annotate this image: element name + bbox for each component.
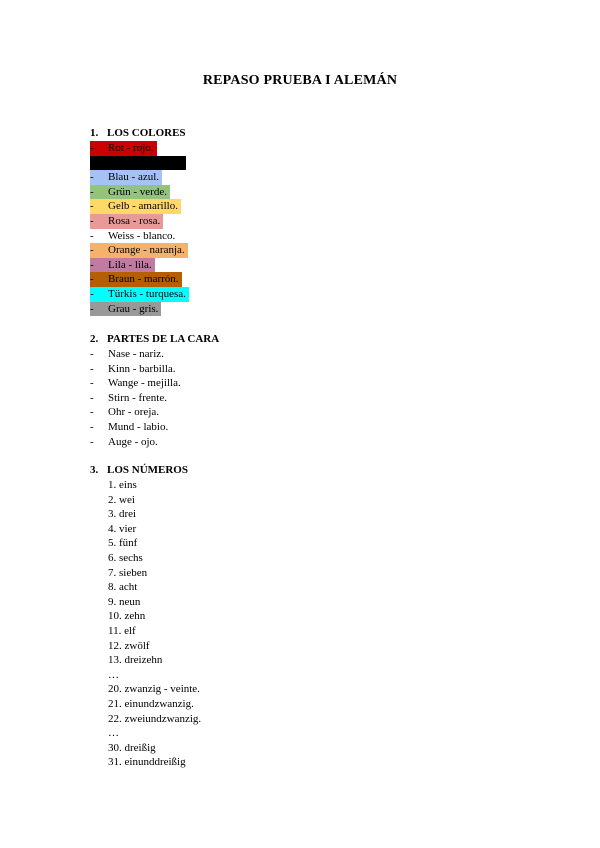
bullet-dash: - [90, 229, 94, 242]
bullet-dash: - [90, 200, 94, 213]
face-part-label: Auge - ojo. [108, 435, 158, 448]
list-item [90, 391, 219, 406]
section-title: LOS COLORES [107, 127, 186, 139]
list-item [90, 185, 189, 200]
section-heading [90, 126, 189, 141]
list-item [90, 258, 189, 273]
number-item: … [108, 727, 119, 740]
color-highlight [90, 170, 162, 185]
color-label: Grau - gris. [108, 302, 159, 315]
number-item: 21. einundzwanzig. [108, 697, 194, 710]
list-item [90, 347, 219, 362]
bullet-dash: - [90, 258, 94, 271]
number-item: 7. sieben [108, 566, 148, 579]
face-part-label: Wange - mejilla. [108, 377, 181, 390]
bullet-dash: - [90, 142, 94, 154]
section-title: LOS NÚMEROS [107, 464, 188, 476]
number-item: 6. sechs [108, 551, 143, 564]
number-item: 4. vier [108, 522, 137, 535]
number-item: 1. eins [108, 479, 137, 491]
list-item [90, 435, 219, 450]
list-item [90, 141, 189, 156]
document-title: REPASO PRUEBA I ALEMÁN [202, 73, 398, 88]
color-highlight [90, 243, 188, 258]
section-title: PARTES DE LA CARA [107, 333, 220, 345]
number-item: 12. zwölf [108, 639, 150, 652]
color-highlight [90, 214, 163, 229]
list-item [90, 156, 189, 171]
list-item [90, 362, 219, 377]
color-label: Gelb - amarillo. [108, 200, 178, 213]
color-label: Orange - naranja. [108, 244, 185, 257]
list-item [90, 376, 219, 391]
section-number: 2. [90, 333, 99, 345]
bullet-dash: - [90, 273, 94, 286]
number-item: 2. wei [108, 493, 135, 506]
color-label: Türkis - turquesa. [108, 287, 186, 300]
color-highlight [90, 199, 181, 214]
number-item: 20. zwanzig - veinte. [108, 683, 200, 696]
bullet-dash: - [90, 377, 94, 390]
number-item: … [108, 668, 119, 681]
number-item: 11. elf [108, 624, 136, 637]
list-item [90, 199, 189, 214]
face-part-label: Ohr - oreja. [108, 406, 160, 419]
number-item: 30. dreißig [108, 741, 156, 754]
face-part-label: Mund - labio. [108, 420, 169, 433]
color-highlight [90, 287, 189, 302]
color-highlight [90, 156, 186, 171]
bullet-dash: - [90, 362, 94, 375]
color-label: Rosa - rosa. [108, 214, 161, 227]
number-item: 10. zehn [108, 610, 146, 623]
color-label: Weiss - blanco. [108, 229, 176, 242]
list-item [90, 214, 189, 229]
bullet-dash: - [90, 287, 94, 300]
color-label: Schwarz - negro. [108, 156, 183, 169]
face-part-label: Stirn - frente. [108, 391, 167, 404]
section-heading [90, 332, 219, 347]
color-label: Grün - verde. [108, 185, 167, 198]
numeros-list [90, 478, 201, 770]
bullet-dash: - [90, 406, 94, 419]
bullet-dash: - [90, 348, 94, 360]
face-part-label: Kinn - barbilla. [108, 362, 176, 375]
number-item: 31. einunddreißig [108, 756, 186, 769]
number-item: 3. drei [108, 508, 137, 521]
list-item [90, 243, 189, 258]
number-item: 8. acht [108, 581, 138, 594]
face-part-label: Nase - nariz. [108, 348, 164, 360]
section-numeros [90, 463, 201, 770]
bullet-dash: - [90, 391, 94, 404]
color-highlight [90, 258, 155, 273]
section-cara [90, 332, 219, 449]
colores-list [90, 141, 189, 316]
list-item [90, 170, 189, 185]
color-highlight [90, 141, 157, 156]
bullet-dash: - [90, 302, 94, 315]
color-label: Blau - azul. [108, 171, 160, 184]
section-colores [90, 126, 189, 316]
bullet-dash: - [90, 156, 94, 169]
bullet-dash: - [90, 185, 94, 198]
color-label: Lila - lila. [108, 258, 152, 271]
list-item [90, 302, 189, 317]
bullet-dash: - [90, 214, 94, 227]
number-item: 13. dreizehn [108, 654, 163, 667]
cara-list [90, 347, 219, 449]
color-label: Braun - marrón. [108, 273, 179, 286]
color-label: Rot - rojo. [108, 142, 154, 154]
list-item [90, 229, 189, 244]
bullet-dash: - [90, 435, 94, 448]
list-item [90, 405, 219, 420]
color-highlight [90, 272, 182, 287]
bullet-dash: - [90, 420, 94, 433]
number-item: 22. zweiundzwanzig. [108, 712, 202, 725]
color-highlight [90, 302, 161, 317]
section-number: 1. [90, 127, 99, 139]
color-highlight [90, 229, 178, 244]
bullet-dash: - [90, 171, 94, 184]
bullet-dash: - [90, 244, 94, 257]
section-heading [90, 463, 201, 478]
list-item [90, 420, 219, 435]
color-highlight [90, 185, 170, 200]
number-item: 9. neun [108, 595, 141, 608]
list-item [90, 272, 189, 287]
list-item [90, 287, 189, 302]
number-item: 5. fünf [108, 537, 138, 550]
section-number: 3. [90, 464, 99, 476]
